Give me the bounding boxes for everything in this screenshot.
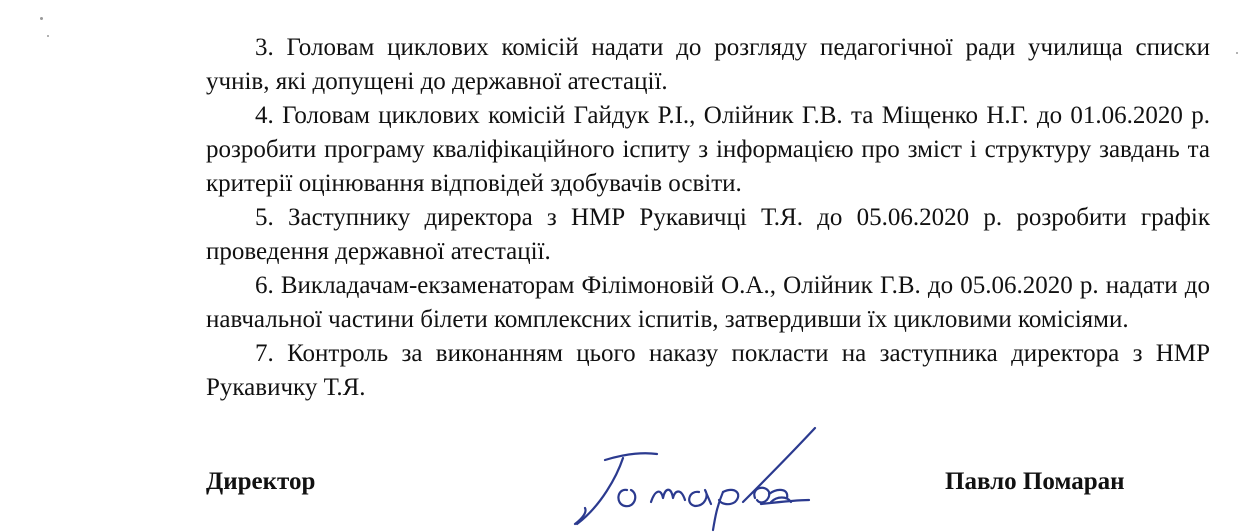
scan-speck [1236, 52, 1238, 54]
order-item-4: 4. Головам циклових комісій Гайдук Р.І., Олійник Г.В. та Міщенко Н.Г. до 01.06.2020 р. розробити програму кваліфікаційного іспиту з інформацією про зміст і структуру завдань та критерії оцінювання відповідей здобувачів освіти. [206, 102, 1210, 197]
handwritten-signature [565, 418, 835, 532]
order-body [206, 31, 1210, 405]
order-item-6: 6. Викладачам-екзаменаторам Філімоновій О.А., Олійник Г.В. до 05.06.2020 р. надати до навчальної частини білети комплексних іспитів, затвердивши їх цикловими комісіями. [206, 272, 1210, 333]
director-name: Павло Помаран [945, 468, 1125, 495]
order-item-7: 7. Контроль за виконанням цього наказу покласти на заступника директора з НМР Рукавичку Т.Я. [206, 340, 1210, 401]
scan-speck [47, 35, 49, 37]
order-item-3: 3. Головам циклових комісій надати до розгляду педагогічної ради училища списки учнів, які допущені до державної атестації. [206, 34, 1210, 95]
director-title: Директор [206, 468, 316, 495]
scan-speck [40, 17, 43, 20]
order-item-5: 5. Заступнику директора з НМР Рукавичці Т.Я. до 05.06.2020 р. розробити графік проведення державної атестації. [206, 204, 1210, 265]
